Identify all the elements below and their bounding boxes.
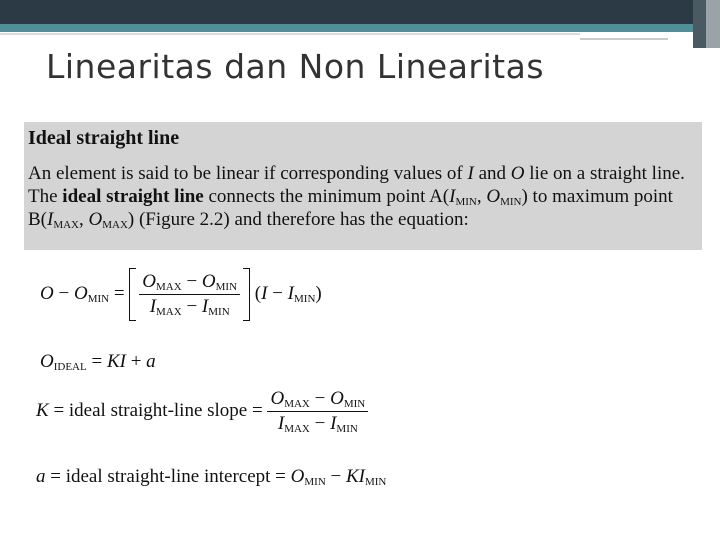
slide-title: Linearitas dan Non Linearitas xyxy=(46,47,545,86)
equation-intercept: a = ideal straight-line intercept = $O_{MIN} - KI_{MIN}$ xyxy=(36,466,387,488)
header-band-dark xyxy=(0,0,720,24)
equation-ideal-line: $O - O_{MIN}$ = $\frac{O_{MAX} - O_{MIN}}{I_{MAX} - I_{MIN}}$ $(I - I_{MIN})$ xyxy=(40,268,322,321)
definition-box xyxy=(24,122,702,250)
header-band xyxy=(0,0,720,32)
definition-text: An element is said to be linear if corresponding values of I and O lie on a straight line. The ideal straight line connects the minimum point $A(I_{MIN}$, $O_{MIN}$) to maximum point $B(I_{MAX}$, $O_{MAX}$) (Figure 2.2) and therefore has the equation: xyxy=(28,163,685,231)
bracket-fraction xyxy=(129,268,250,321)
header-rule xyxy=(0,33,425,35)
equation-ideal-output: $O_{IDEAL}$ = KI + a xyxy=(40,351,156,373)
header-band-right-stripe xyxy=(706,0,720,48)
header-rule-segment-2 xyxy=(580,38,668,44)
slope-fraction: $\frac{O_{MAX} - O_{MIN}}{I_{MAX} - I_{MIN}}$ xyxy=(139,271,240,318)
definition-heading: Ideal straight line xyxy=(28,127,180,149)
header-rule-segment xyxy=(425,33,580,43)
header-band-teal xyxy=(0,24,720,32)
equation-slope: K = ideal straight-line slope = $\frac{O_{MAX} - O_{MIN}}{I_{MAX} - I_{MIN}}$ xyxy=(36,388,368,435)
slope-definition-fraction: $\frac{O_{MAX} - O_{MIN}}{I_{MAX} - I_{MIN}}$ xyxy=(267,388,368,435)
